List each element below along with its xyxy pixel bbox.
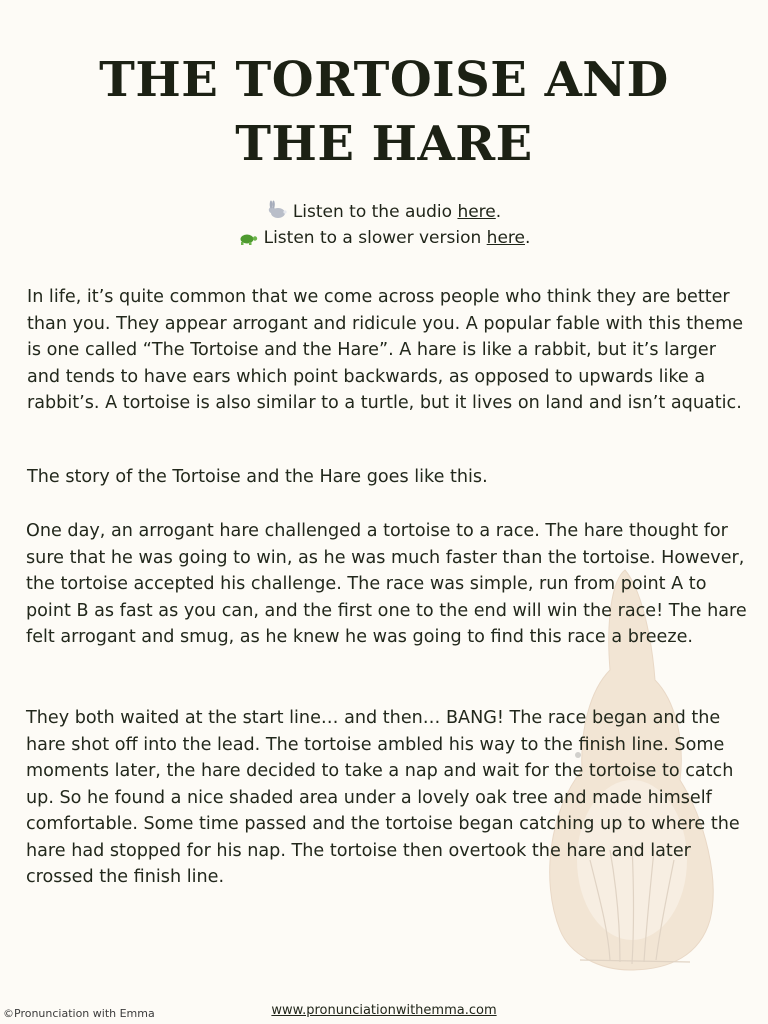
rabbit-icon [267, 200, 287, 220]
slow-audio-link-prefix: Listen to a slower version [263, 228, 482, 248]
paragraph-intro: In life, it’s quite common that we come across people who think they are better than you. They appear arrogant and ridicule you. A popular fable with this theme is one called “The Tortoise and the Hare”. A hare is like a rabbit, but it’s larger and tends to have ears which point backwards, as opposed to upwards like a rabbit’s. A tortoise is also similar to a turtle, but it lives on land and isn’t aquatic. [27, 287, 744, 413]
title-line-1: THE TORTOISE AND [99, 52, 669, 108]
slow-audio-link-row: Listen to a slower version here. [0, 225, 768, 251]
slow-audio-link[interactable]: here [486, 228, 525, 248]
title-line-2: THE HARE [235, 116, 533, 172]
audio-link-prefix: Listen to the audio [292, 202, 453, 222]
turtle-icon [238, 230, 258, 246]
page-title [0, 48, 768, 176]
paragraph-story-intro: The story of the Tortoise and the Hare goes like this. [27, 467, 488, 487]
audio-link-row: Listen to the audio here. [0, 199, 768, 225]
audio-links [0, 199, 768, 251]
footer-website-link[interactable]: www.pronunciationwithemma.com [271, 1003, 497, 1018]
paragraph-challenge: One day, an arrogant hare challenged a tortoise to a race. The hare thought for sure that he was going to win, as he was much faster than the tortoise. However, the tortoise accepted his challenge. The race was simple, run from point A to point B as fast as you can, and the first one to the end will win the race! The hare felt arrogant and smug, as he knew he was going to find this race a breeze. [26, 521, 747, 647]
paragraph-race: They both waited at the start line… and then… BANG! The race began and the hare shot off into the lead. The tortoise ambled his way to the finish line. Some moments later, the hare decided to take a nap and wait for the tortoise to catch up. So he found a nice shaded area under a lovely oak tree and made himself comfortable. Some time passed and the tortoise began catching up to where the hare had stopped for his nap. The tortoise then overtook the hare and later crossed the finish line. [26, 708, 740, 887]
audio-link[interactable]: here [457, 202, 496, 222]
footer-copyright: ©Pronunciation with Emma [3, 1007, 155, 1020]
